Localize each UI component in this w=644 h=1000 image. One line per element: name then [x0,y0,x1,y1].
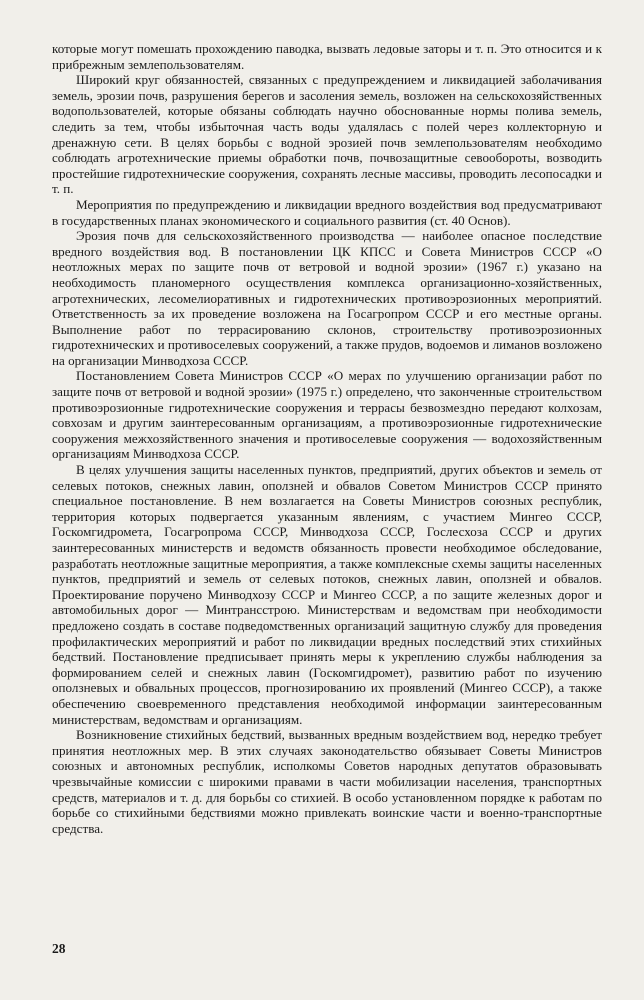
paragraph-7: Возникновение стихийных бедствий, вызванных вредным воздействием вод, нередко требует принятия неотложных мер. В этих случаях законодательство обязывает Советы Министров союзных и автономных республик, исполкомы Советов народных депутатов образовывать чрезвычайные комиссии с широкими правами в части мобилизации населения, транспортных средств, материалов и т. д. для борьбы со стихией. В особо установленном порядке к работам по борьбе со стихийными бедствиями можно привлекать воинские части и военно-транспортные средства. [52,727,602,836]
paragraph-5: Постановлением Совета Министров СССР «О мерах по улучшению организации работ по защите почв от ветровой и водной эрозии» (1975 г.) определено, что законченные строительством противоэрозионные гидротехнические сооружения и террасы безвозмездно передают колхозам, совхозам и другим заинтересованным организациям, а противоэрозионные гидротехнические сооружения межхозяйственного значения и противоселевые сооружения — водохозяйственным организациям Минводхоза СССР. [52,368,602,462]
paragraph-6: В целях улучшения защиты населенных пунктов, предприятий, других объектов и земель от селевых потоков, снежных лавин, оползней и обвалов Советом Министров СССР принято специальное постановление. В нем возлагается на Советы Министров союзных республик, территория которых подвергается указанным явлениям, с участием Мингео СССР, Госкомгидромета, Госагропрома СССР, Минводхоза СССР, Гослесхоза СССР и других заинтересованных министерств и ведомств обязанность провести необходимое обследование, разработать неотложные защитные мероприятия, а также комплексные схемы защиты населенных пунктов, предприятий и земель от селевых потоков, снежных лавин, оползней и обвалов. Проектирование поручено Минводхозу СССР и Мингео СССР, а по защите железных дорог и автомобильных дорог — Минтрансстрою. Министерствам и ведомствам при необходимости предложено создать в составе подведомственных организаций защитную службу для проведения профилактических мероприятий и работ по ликвидации вредных последствий этих стихийных бедствий. Постановление предписывает принять меры к укреплению службы наблюдения за формированием селей и снежных лавин (Госкомгидромет), развитию работ по изучению оползневых и обвальных процессов, прогнозированию их проявлений (Мингео СССР), а также обеспечению своевременного представления необходимой информации заинтересованным министерствам, ведомствам и организациям. [52,462,602,727]
paragraph-2: Широкий круг обязанностей, связанных с предупреждением и ликвидацией заболачивания земель, эрозии почв, разрушения берегов и засоления земель, возложен на сельскохозяйственных водопользователей, которые обязаны соблюдать научно обоснованные нормы полива земель, следить за тем, чтобы избыточная часть воды удалялась с полей через коллекторную и дренажную сети. В целях борьбы с водной эрозией почв землепользователям необходимо соблюдать агротехнические приемы обработки почв, почвозащитные севообороты, возводить простейшие гидротехнические сооружения, сохранять лесные массивы, проводить лесопосадки и т. п. [52,72,602,197]
body-text [52,41,602,836]
paragraph-3: Мероприятия по предупреждению и ликвидации вредного воздействия вод предусматривают в государственных планах экономического и социального развития (ст. 40 Основ). [52,196,602,228]
paragraph-4: Эрозия почв для сельскохозяйственного производства — наиболее опасное последствие вредного воздействия вод. В постановлении ЦК КПСС и Совета Министров СССР «О неотложных мерах по защите почв от ветровой и водной эрозии» (1967 г.) указано на необходимость планомерного осуществления комплекса организационно-хозяйственных, агротехнических, лесомелиоративных и гидротехнических противоэрозионных мероприятий. Ответственность за их проведение возложена на Госагропром СССР и его местные органы. Выполнение работ по террасированию склонов, строительству противоэрозионных гидротехнических и противоселевых сооружений, а также прудов, водоемов и лиманов возложено на организации Минводхоза СССР. [52,228,602,368]
page-number: 28 [52,941,66,956]
paragraph-1: которые могут помешать прохождению паводка, вызвать ледовые заторы и т. п. Это относится и к прибрежным землепользователям. [52,41,602,72]
